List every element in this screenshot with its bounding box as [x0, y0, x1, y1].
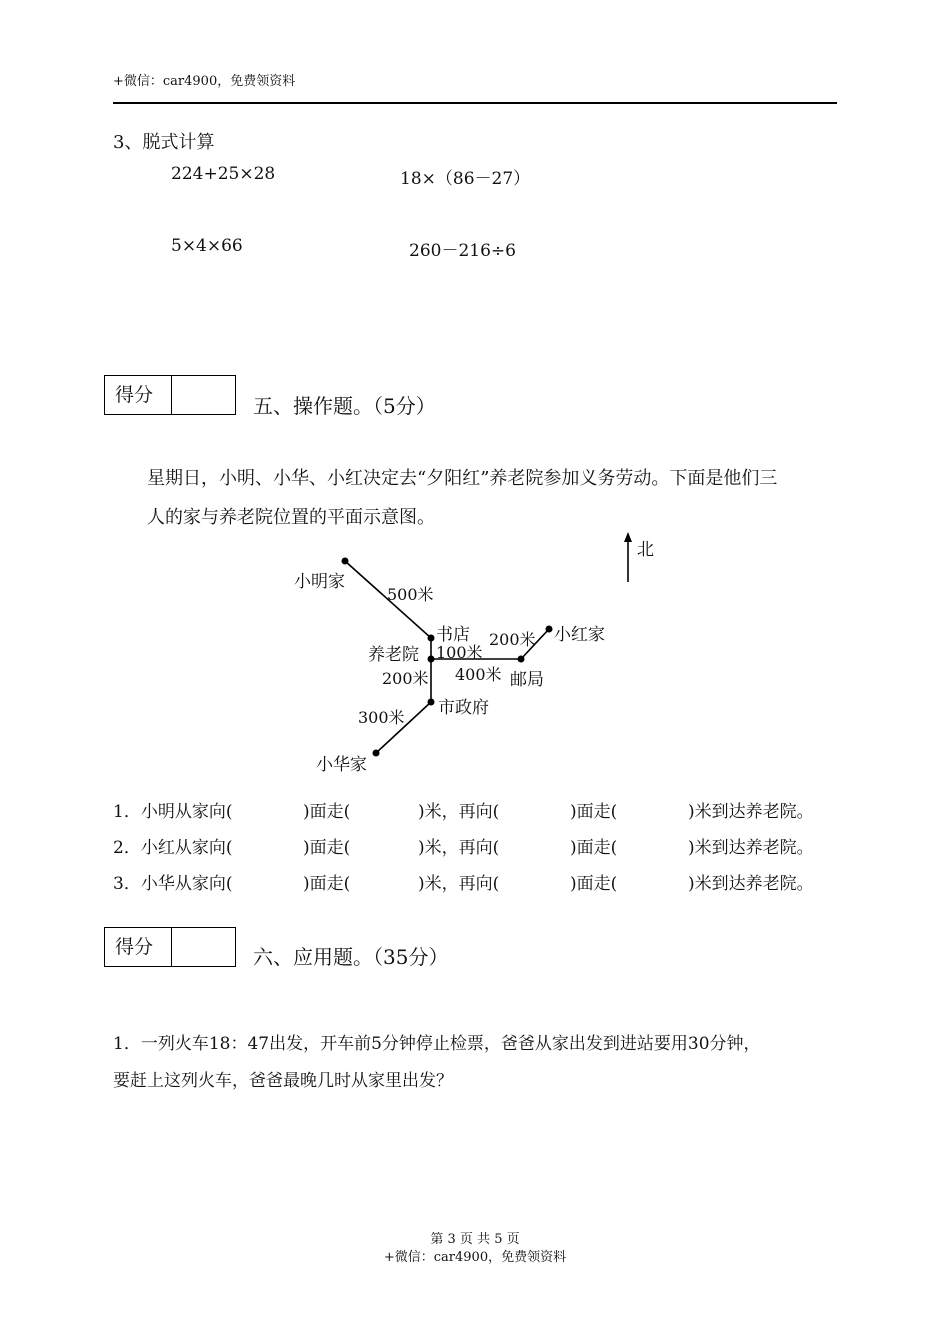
section5-title: 五、操作题。（5分）	[253, 394, 436, 418]
place-post-office: 邮局	[510, 670, 544, 690]
north-label: 北	[637, 540, 654, 560]
footer-watermark: +微信：car4900，免费领资料	[383, 1250, 567, 1265]
section5-intro-line1: 星期日，小明、小华、小红决定去“夕阳红”养老院参加义务劳动。下面是他们三	[147, 468, 778, 489]
dist-nursing-cityhall: 200米	[382, 669, 429, 688]
place-cityhall: 市政府	[438, 698, 489, 718]
score-label: 得分	[115, 384, 154, 406]
footer-page-number: 第 3 页 共 5 页	[430, 1232, 520, 1247]
section3-title: 3、脱式计算	[113, 132, 215, 153]
problem-4: 260－216÷6	[409, 241, 516, 261]
place-xiaohua: 小华家	[316, 755, 367, 775]
dot-nursing-home	[428, 656, 435, 663]
dot-cityhall	[428, 699, 435, 706]
dist-nursing-post: 400米	[455, 665, 502, 684]
north-arrow-head	[624, 532, 632, 542]
place-nursing-home: 养老院	[368, 645, 419, 665]
header-watermark: +微信：car4900，免费领资料	[113, 74, 296, 89]
score-divider	[171, 376, 172, 414]
place-xiaoming: 小明家	[294, 572, 345, 592]
dot-post-office	[518, 656, 525, 663]
score-box-6	[104, 927, 236, 967]
header-rule	[113, 102, 837, 104]
section6-title: 六、应用题。（35分）	[253, 945, 449, 969]
place-bookstore: 书店	[436, 625, 470, 645]
dot-xiaohong	[546, 626, 553, 633]
dot-xiaohua	[373, 750, 380, 757]
dot-bookstore	[428, 635, 435, 642]
score-divider	[171, 928, 172, 966]
section6-q1-line2: 要赶上这列火车，爸爸最晚几时从家里出发？	[113, 1071, 453, 1091]
dist-xiaoming-bookstore: 500米	[387, 585, 434, 604]
dist-bookstore-nursing: 100米	[436, 643, 483, 662]
problem-2: 18×（86－27）	[400, 169, 531, 189]
score-label: 得分	[115, 936, 154, 958]
section6-q1-line1: 1．一列火车18：47出发，开车前5分钟停止检票，爸爸从家出发到进站要用30分钟，	[113, 1034, 761, 1054]
problem-3: 5×4×66	[171, 236, 243, 256]
dot-xiaoming	[342, 558, 349, 565]
problem-1: 224+25×28	[171, 164, 276, 184]
dist-cityhall-xiaohua: 300米	[358, 708, 405, 727]
section5-intro-line2: 人的家与养老院位置的平面示意图。	[147, 507, 435, 528]
score-box-5	[104, 375, 236, 415]
dist-post-xiaohong: 200米	[489, 630, 536, 649]
place-xiaohong: 小红家	[554, 625, 605, 645]
